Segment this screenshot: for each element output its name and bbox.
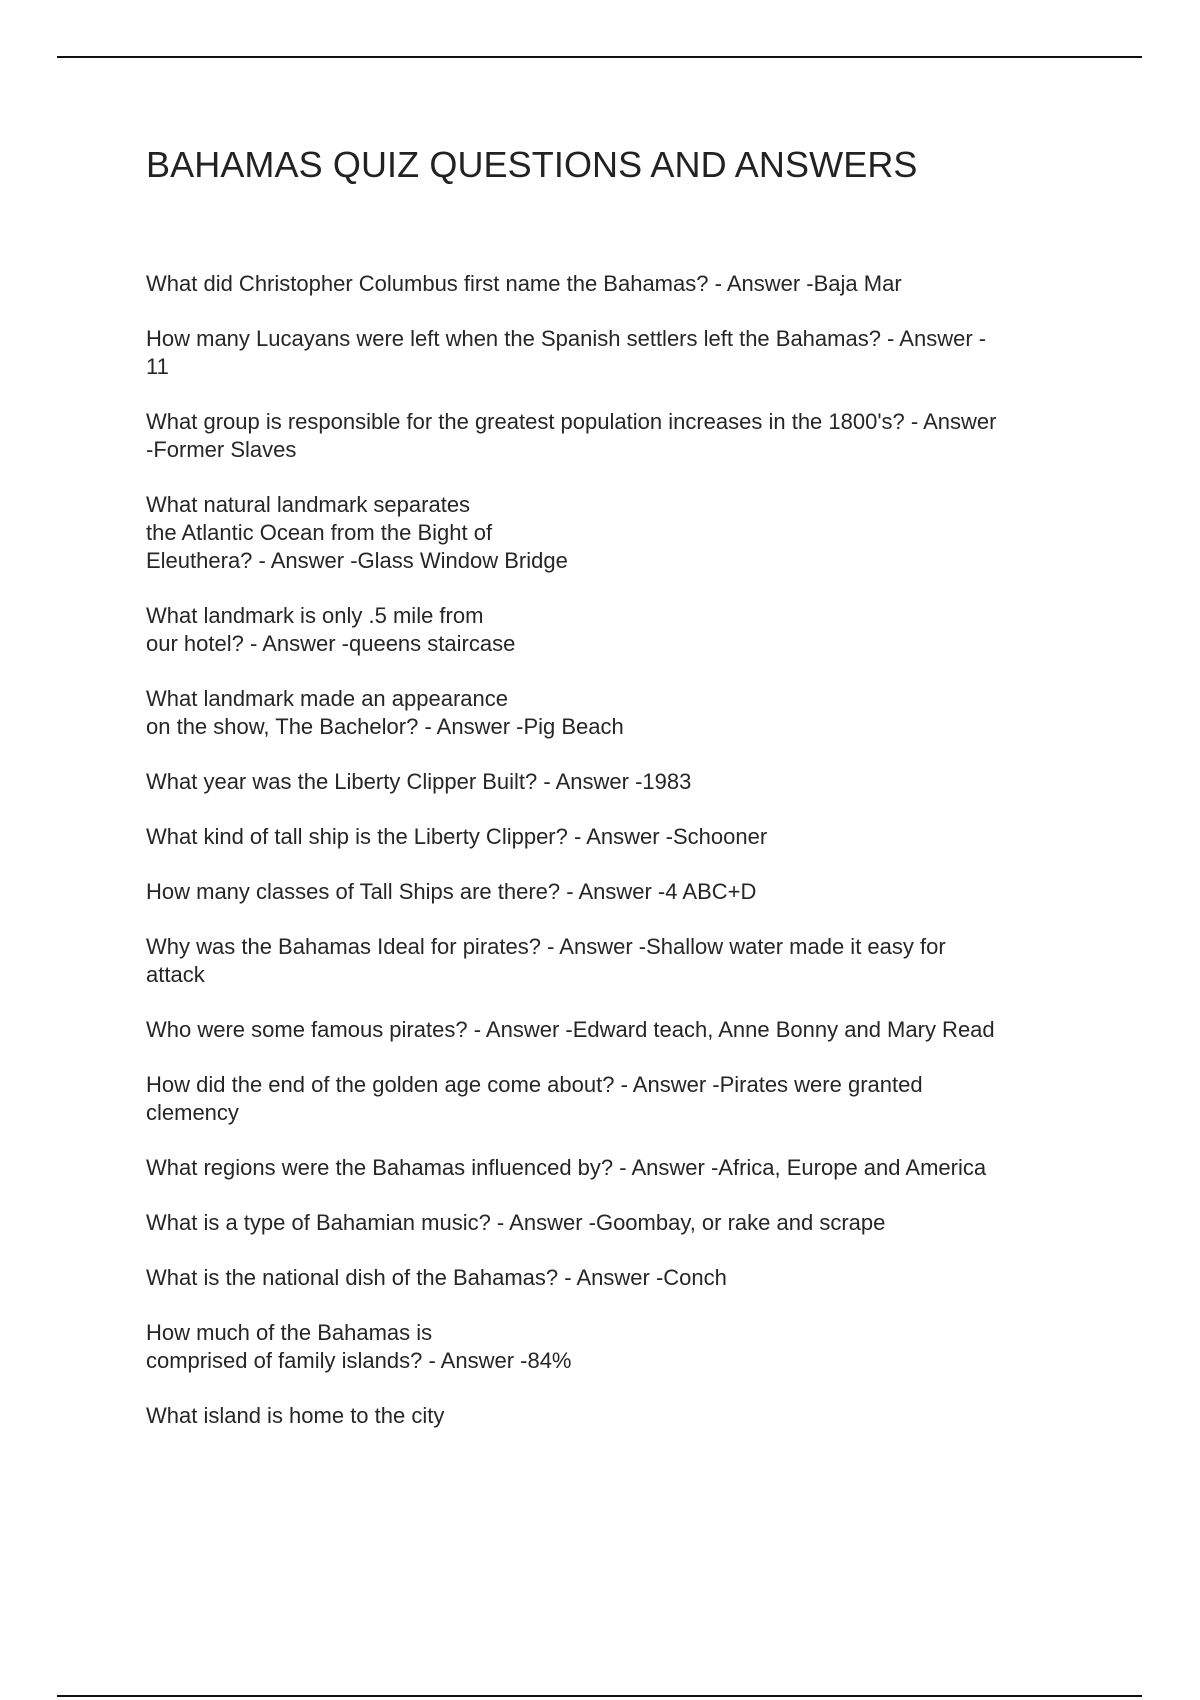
page-title: BAHAMAS QUIZ QUESTIONS AND ANSWERS [146, 144, 918, 185]
top-rule [57, 56, 1142, 58]
qa-item-3: What group is responsible for the greatest population increases in the 1800's? - Answer -Former Slaves [146, 409, 997, 462]
qa-item-1: What did Christopher Columbus first name the Bahamas? - Answer -Baja Mar [146, 271, 902, 296]
qa-list [146, 270, 1106, 1457]
qa-item-10: Why was the Bahamas Ideal for pirates? - Answer -Shallow water made it easy for attack [146, 934, 946, 987]
qa-item-16: How much of the Bahamas is comprised of family islands? - Answer -84% [146, 1320, 572, 1373]
qa-item-12: How did the end of the golden age come about? - Answer -Pirates were granted clemency [146, 1072, 923, 1125]
qa-item-14: What is a type of Bahamian music? - Answer -Goombay, or rake and scrape [146, 1210, 886, 1235]
qa-item-17: What island is home to the city [146, 1403, 445, 1428]
qa-item-15: What is the national dish of the Bahamas? - Answer -Conch [146, 1265, 727, 1290]
qa-item-11: Who were some famous pirates? - Answer -Edward teach, Anne Bonny and Mary Read [146, 1017, 995, 1042]
qa-item-9: How many classes of Tall Ships are there? - Answer -4 ABC+D [146, 879, 757, 904]
qa-item-2: How many Lucayans were left when the Spanish settlers left the Bahamas? - Answer - 11 [146, 326, 987, 379]
qa-item-4: What natural landmark separates the Atlantic Ocean from the Bight of Eleuthera? - Answer -Glass Window Bridge [146, 492, 568, 573]
qa-item-8: What kind of tall ship is the Liberty Clipper? - Answer -Schooner [146, 824, 768, 849]
qa-item-6: What landmark made an appearance on the show, The Bachelor? - Answer -Pig Beach [146, 686, 624, 739]
qa-item-7: What year was the Liberty Clipper Built? - Answer -1983 [146, 769, 692, 794]
bottom-rule [57, 1695, 1142, 1697]
qa-item-5: What landmark is only .5 mile from our hotel? - Answer -queens staircase [146, 603, 516, 656]
qa-item-13: What regions were the Bahamas influenced by? - Answer -Africa, Europe and America [146, 1155, 987, 1180]
